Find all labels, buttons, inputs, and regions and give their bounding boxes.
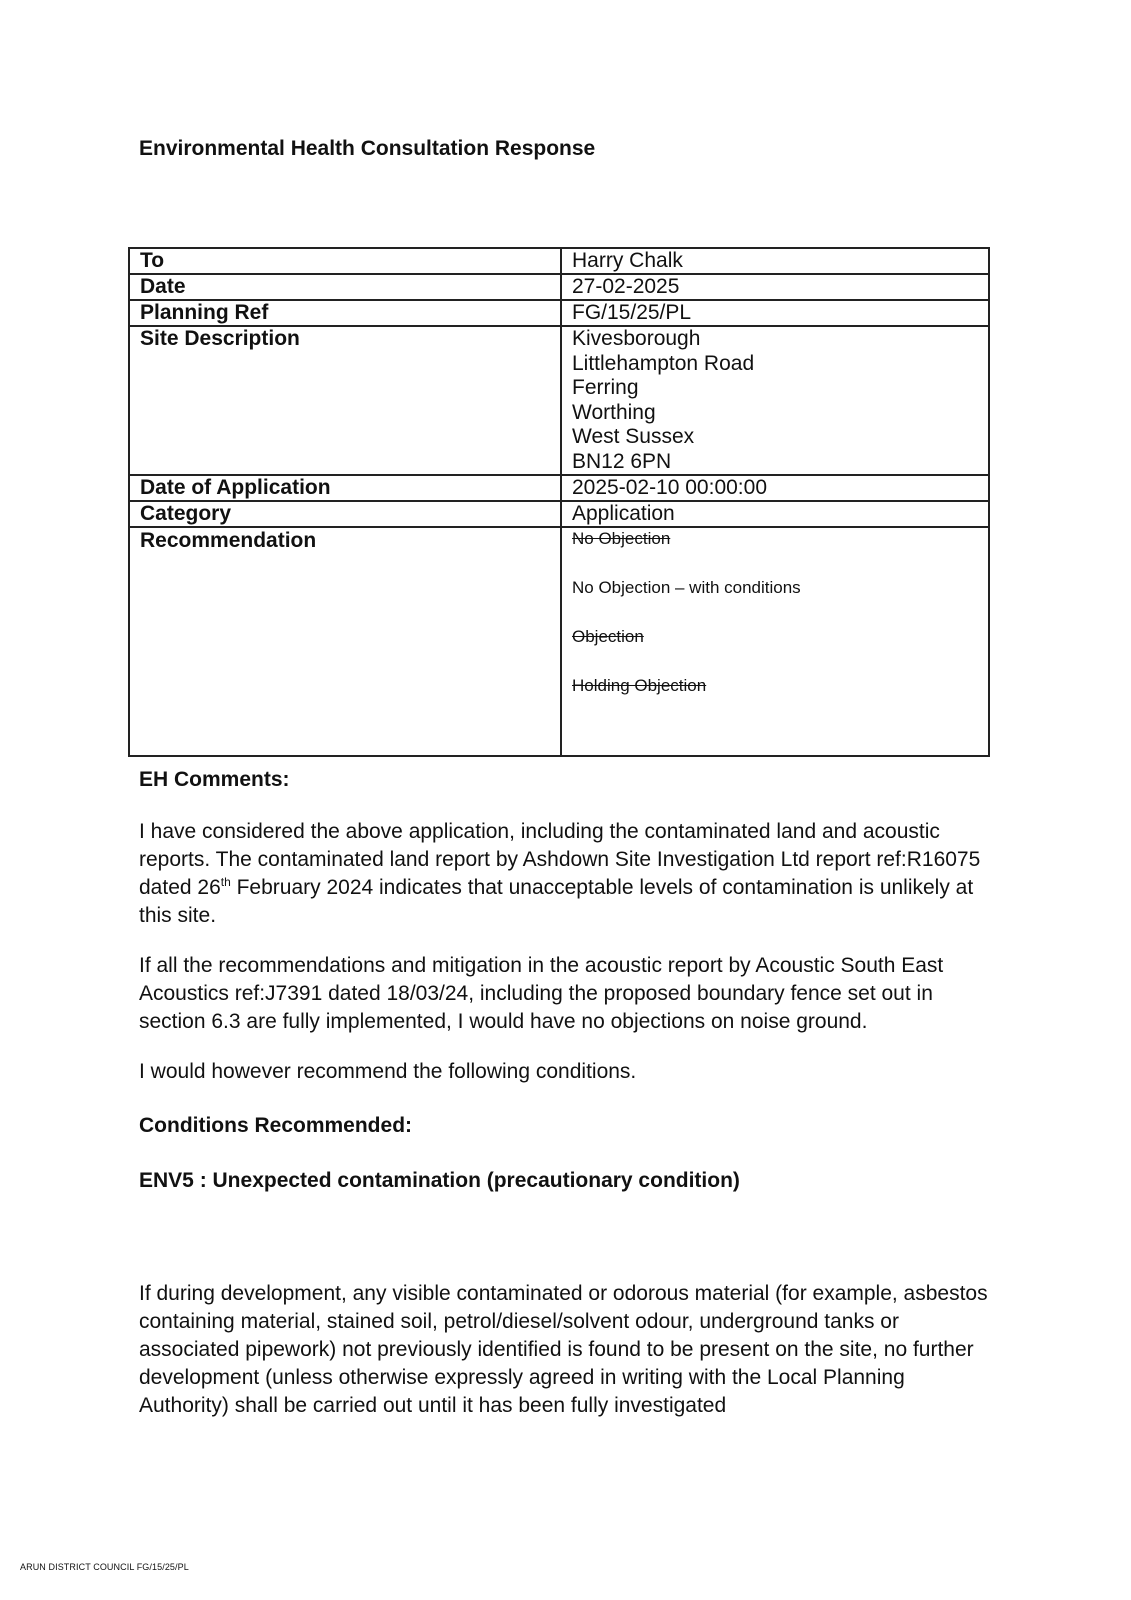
table-row <box>129 300 989 326</box>
date-of-application-value: 2025-02-10 00:00:00 <box>561 475 989 501</box>
category-label: Category <box>129 501 561 527</box>
to-value: Harry Chalk <box>561 248 989 274</box>
conditions-heading: Conditions Recommended: <box>139 1114 413 1137</box>
recommendation-label: Recommendation <box>129 527 561 756</box>
date-label: Date <box>129 274 561 300</box>
page-footer: ARUN DISTRICT COUNCIL FG/15/25/PL <box>20 1562 189 1572</box>
comments-paragraph-2: If all the recommendations and mitigation in the acoustic report by Acoustic South East Acoustics ref:J7391 dated 18/03/24, including the proposed boundary fence set out in section 6.3 are fully implemented, I would have no objections on noise ground. <box>139 954 944 1033</box>
planning-ref-label: Planning Ref <box>129 300 561 326</box>
planning-ref-value: FG/15/25/PL <box>561 300 989 326</box>
page-title: Environmental Health Consultation Response <box>139 137 596 160</box>
recommendation-option-no-objection-with-conditions: No Objection – with conditions <box>572 578 801 597</box>
site-description-value <box>561 326 989 475</box>
table-row <box>129 527 989 756</box>
condition-paragraph: If during development, any visible contaminated or odorous material (for example, asbestos containing material, stained soil, petrol/diesel/solvent odour, underground tanks or associated pipework) not previously identified is found to be present on the site, no further development (unless otherwise expressly agreed in writing with the Local Planning Authority) shall be carried out until it has been fully investigated <box>139 1282 988 1417</box>
site-line: Littlehampton Road <box>572 351 755 375</box>
site-line: BN12 6PN <box>572 449 672 473</box>
eh-comments-heading: EH Comments: <box>139 768 290 791</box>
table-row <box>129 475 989 501</box>
comments-paragraph-3: I would however recommend the following conditions. <box>139 1060 637 1083</box>
comments-paragraph-1 <box>139 818 999 930</box>
consultation-details-table <box>128 247 990 757</box>
table-row <box>129 274 989 300</box>
site-line: Worthing <box>572 400 656 424</box>
table-row <box>129 248 989 274</box>
site-line: Kivesborough <box>572 327 701 350</box>
table-row <box>129 326 989 475</box>
recommendation-option-objection: Objection <box>572 627 644 646</box>
site-line: West Sussex <box>572 425 695 448</box>
date-of-application-label: Date of Application <box>129 475 561 501</box>
category-value: Application <box>561 501 989 527</box>
ordinal-suffix: th <box>220 875 231 889</box>
paragraph-text: I have considered the above application, including the contaminated land and acoustic reports. The contaminated land report by Ashdown Site Investigation Ltd report ref:R16075 dated 26 <box>139 820 981 899</box>
date-value: 27-02-2025 <box>561 274 989 300</box>
site-description-label: Site Description <box>129 326 561 475</box>
recommendation-option-no-objection: No Objection <box>572 529 671 548</box>
recommendation-option-holding-objection: Holding Objection <box>572 676 707 695</box>
to-label: To <box>129 248 561 274</box>
recommendation-options <box>561 527 989 756</box>
paragraph-text: February 2024 indicates that unacceptable levels of contamination is unlikely at this site. <box>139 876 974 927</box>
site-line: Ferring <box>572 376 639 399</box>
table-row <box>129 501 989 527</box>
env5-heading: ENV5 : Unexpected contamination (precautionary condition) <box>139 1169 740 1192</box>
